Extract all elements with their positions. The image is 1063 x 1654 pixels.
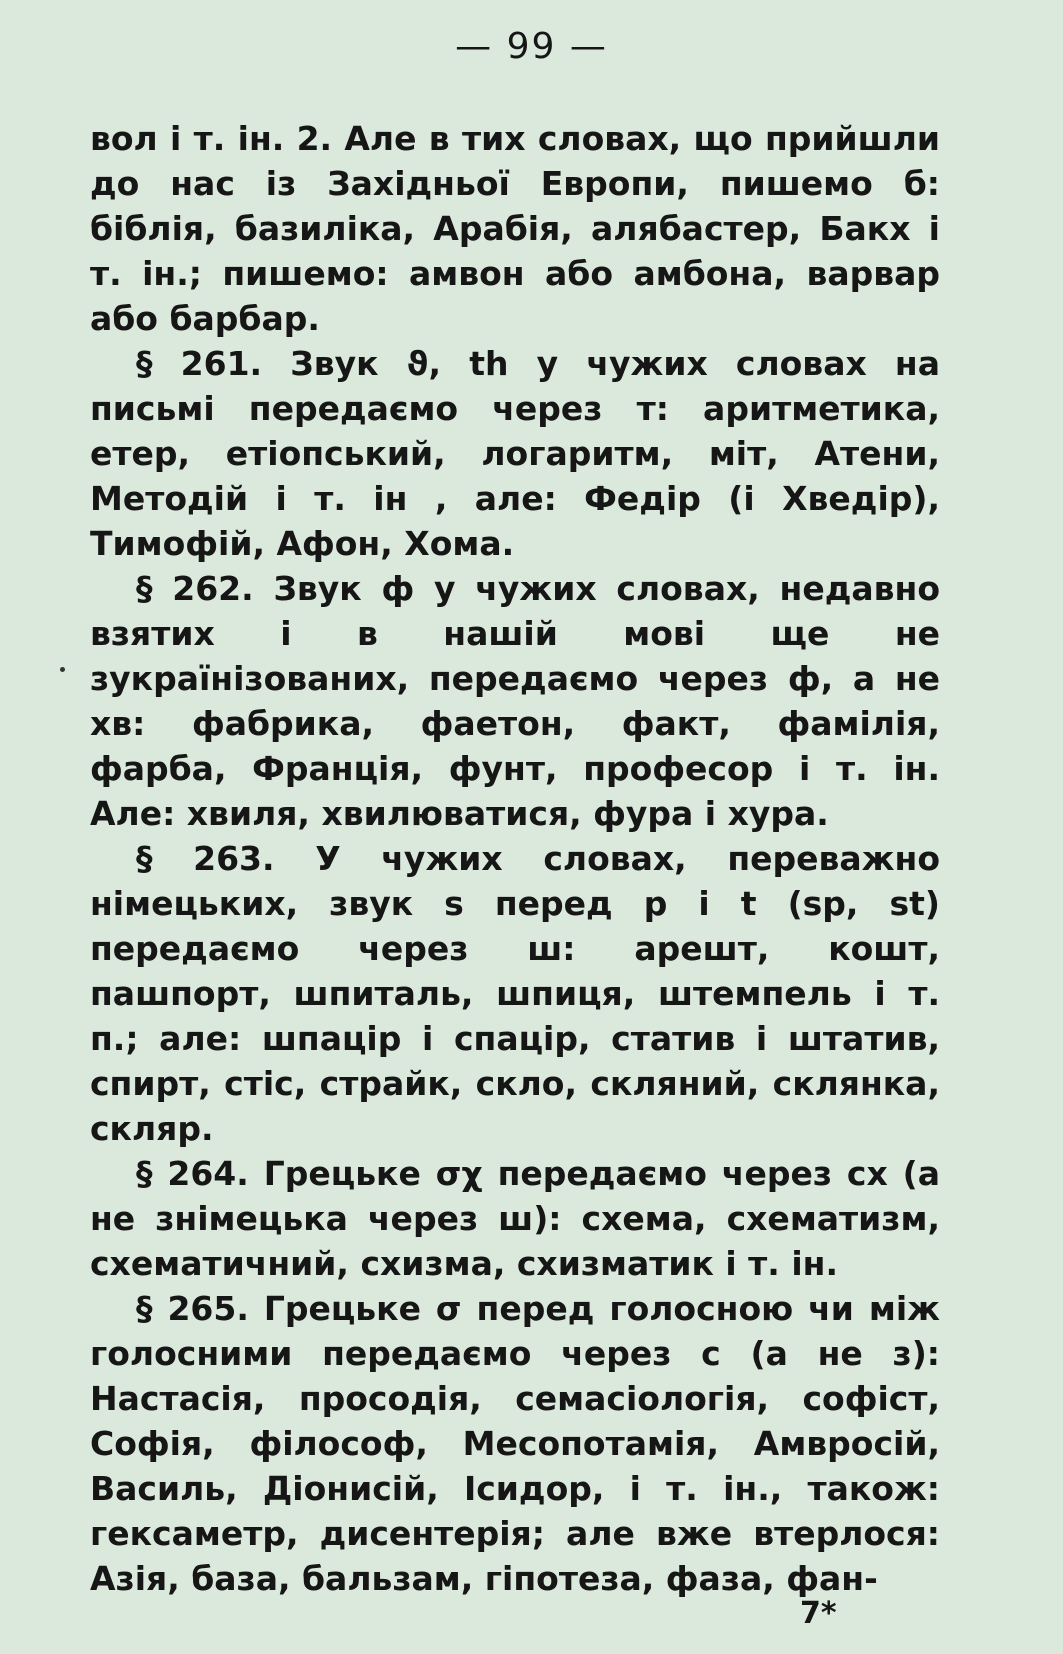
page-number: — 99 — xyxy=(455,26,608,67)
paragraph-263: § 263. У чужих словах, переважно німецьких, звук s перед p і t (sp, st) передаємо через ш: арешт, кошт, пашпорт, шпиталь, шпиця, штемпель і т. п.; але: шпацір і спацір, статив і штатив, спирт, стіс, страйк, скло, скляний, склянка, скляр. xyxy=(90,839,940,1148)
paragraph-continuation: вол і т. ін. 2. Але в тих словах, що прийшли до нас із Західньої Европи, пишемо б: біблія, базиліка, Арабія, алябастер, Бакх і т. ін.; пишемо: амвон або амбона, варвар або барбар. xyxy=(90,119,940,338)
paragraph-264: § 264. Грецьке σχ передаємо через сх (а не знімецька через ш): схема, схематизм, схематичний, схизма, схизматик і т. ін. xyxy=(90,1154,940,1283)
paragraph-261: § 261. Звук ϑ, th у чужих словах на письмі передаємо через т: аритметика, етер, етіопський, логаритм, міт, Атени, Методій і т. ін , але: Федір (і Хведір), Тимофій, Афон, Хома. xyxy=(90,344,940,563)
margin-speck xyxy=(60,667,65,672)
paragraph-265: § 265. Грецьке σ перед голосною чи між голосними передаємо через с (а не з): Настасія, просодія, семасіологія, софіст, Софія, філософ, Месопотамія, Амвросій, Василь, Діонисій, Ісидор, і т. ін., також: гексаметр, дисентерія; але вже втерлося: Азія, база, бальзам, гіпотеза, фаза, фан- xyxy=(90,1289,940,1598)
printer-signature: 7* xyxy=(800,1596,837,1631)
paragraph-262: § 262. Звук ф у чужих словах, недавно взятих і в нашій мові ще не зукраїнізованих, передаємо через ф, а не хв: фабрика, фаетон, факт, фамілія, фарба, Франція, фунт, професор і т. ін. Але: хвиля, хвилюватися, фура і хура. xyxy=(90,569,940,833)
body-text xyxy=(90,116,940,1601)
